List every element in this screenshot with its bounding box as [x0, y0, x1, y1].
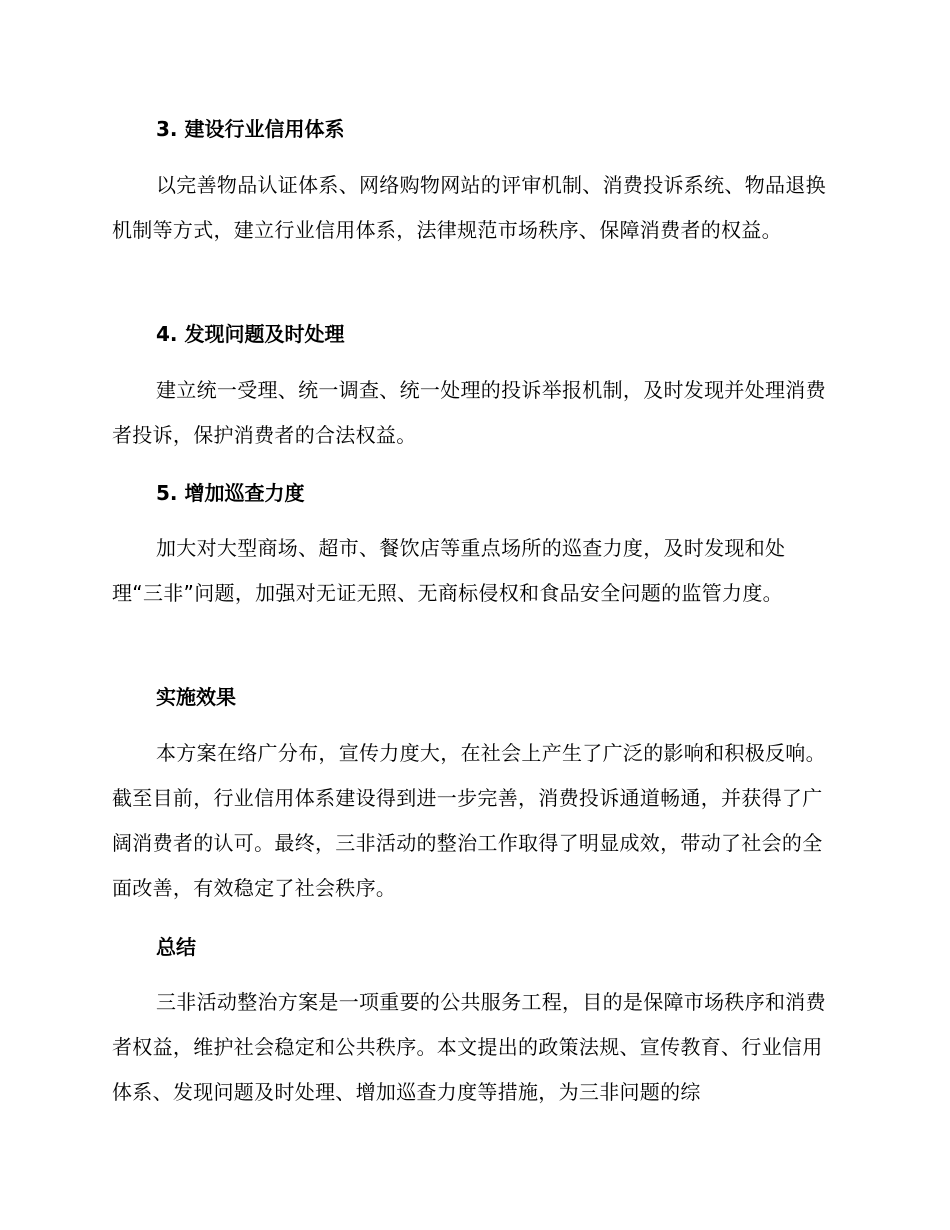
section-heading-credit-system: 3. 建设行业信用体系 [156, 117, 345, 141]
section-heading-summary: 总结 [156, 935, 196, 959]
section-body-credit-system: 以完善物品认证体系、网络购物网站的评审机制、消费投诉系统、物品退换机制等方式，建立行业信用体系，法律规范市场秩序、保障消费者的权益。 [112, 173, 826, 242]
section-body-summary: 三非活动整治方案是一项重要的公共服务工程，目的是保障市场秩序和消费者权益，维护社会稳定和公共秩序。本文提出的政策法规、宣传教育、行业信用体系、发现问题及时处理、增加巡查力度等措施，为三非问题的综 [112, 990, 826, 1104]
section-body-inspection: 加大对大型商场、超市、餐饮店等重点场所的巡查力度，及时发现和处理“三非”问题，加强对无证无照、无商标侵权和食品安全问题的监管力度。 [112, 536, 786, 605]
section-heading-inspection: 5. 增加巡查力度 [156, 481, 305, 505]
section-heading-effects: 实施效果 [156, 685, 236, 709]
section-body-effects: 本方案在络广分布，宣传力度大，在社会上产生了广泛的影响和积极反响。截至目前，行业信用体系建设得到进一步完善，消费投诉通道畅通，并获得了广阔消费者的认可。最终，三非活动的整治工作取得了明显成效，带动了社会的全面改善，有效稳定了社会秩序。 [112, 741, 826, 900]
section-body-handle-problems: 建立统一受理、统一调查、统一处理的投诉举报机制，及时发现并处理消费者投诉，保护消费者的合法权益。 [112, 378, 826, 447]
section-heading-handle-problems: 4. 发现问题及时处理 [156, 322, 345, 346]
